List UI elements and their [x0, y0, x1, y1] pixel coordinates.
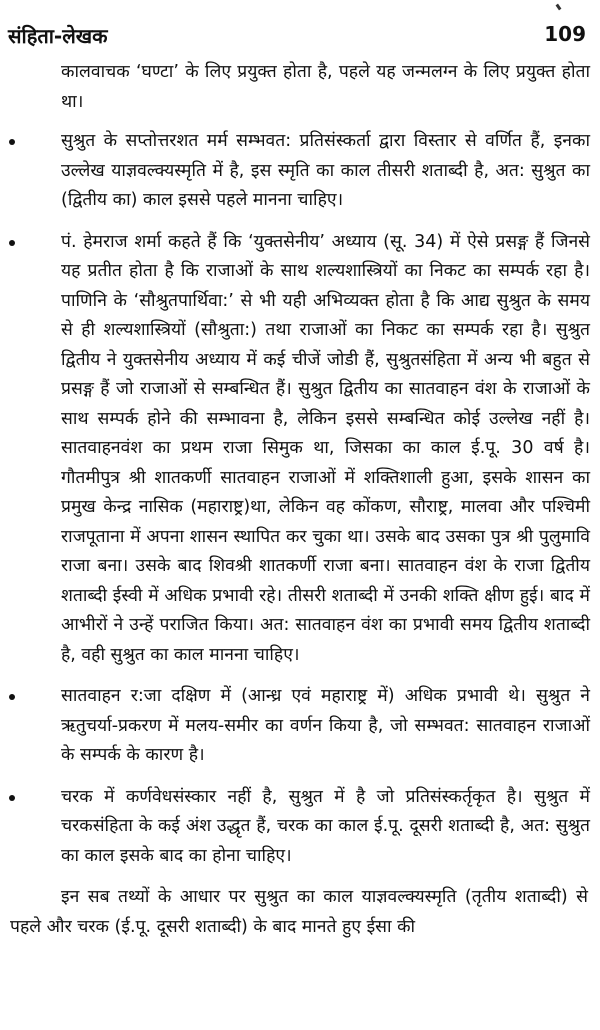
- bullet-item: [61, 682, 590, 771]
- bullet-icon: [9, 795, 15, 801]
- bullet-text: सातवाहन र:जा दक्षिण में (आन्ध्र एवं महाराष्ट्र में) अधिक प्रभावी थे। सुश्रुत ने ऋतुचर्या-प्रकरण में मलय-समीर का वर्णन किया है, जो सम्भवत: सातवाहन राजाओं के सम्पर्क के कारण है।: [61, 686, 590, 765]
- bullet-icon: [9, 240, 15, 246]
- page-header: [0, 0, 600, 56]
- continued-paragraph: कालवाचक ‘घण्टा’ के लिए प्रयुक्त होता है, पहले यह जन्मलग्न के लिए प्रयुक्त होता था।: [61, 62, 590, 112]
- bullet-item: [61, 783, 590, 872]
- bullet-text: सुश्रुत के सप्तोत्तरशत मर्म सम्भवत: प्रतिसंस्कर्ता द्वारा विस्तार से वर्णित हैं, इनका उल्लेख याज्ञवल्क्यस्मृति में है, इस स्मृति का काल तीसरी शताब्दी है, अत: सुश्रुत का (द्वितीय का) काल इससे पहले मानना चाहिए।: [61, 131, 590, 210]
- bullet-text: चरक में कर्णवेधसंस्कार नहीं है, सुश्रुत में है जो प्रतिसंस्कर्तृकृत है। सुश्रुत में चरकसंहिता के कई अंश उद्धृत हैं, चरक का काल ई.पू. दूसरी शताब्दी है, अत: सुश्रुत का काल इसके बाद का होना चाहिए।: [61, 786, 590, 866]
- page-body: [0, 58, 600, 942]
- running-head: संहिता-लेखक: [8, 24, 108, 48]
- scan-mark: [556, 4, 562, 11]
- bullet-icon: [9, 694, 15, 700]
- bullet-item: [61, 127, 590, 216]
- page-number: 109: [544, 22, 586, 46]
- bullet-icon: [9, 139, 15, 145]
- bullet-text: पं. हेमराज शर्मा कहते हैं कि ‘युक्तसेनीय’ अध्याय (सू. 34) में ऐसे प्रसङ्ग हैं जिनसे यह प्रतीत होता है कि राजाओं के साथ शल्यशास्त्रियों का निकट का सम्पर्क रहा है। पाणिनि के ‘सौश्रुतपार्थिवा:’ से भी यही अभिव्यक्त होता है कि आद्य सुश्रुत के समय से ही शल्यशास्त्रियों (सौश्रुता:) तथा राजाओं का निकट का सम्पर्क रहा है। सुश्रुत द्वितीय ने युक्तसेनीय अध्याय में कई चीजें जोडी हैं, सुश्रुतसंहिता में अन्य भी बहुत से प्रसङ्ग हैं जो राजाओं से सम्बन्धित हैं। सुश्रुत द्वितीय का सातवाहन वंश के राजाओं के साथ सम्पर्क होने की सम्भावना है, लेकिन इससे सम्बन्धित कोई उल्लेख नहीं है। सातवाहनवंश का प्रथम राजा सिमुक था, जिसका का काल ई.पू. 30 वर्ष है। गौतमीपुत्र श्री शातकर्णी सातवाहन राजाओं में शक्तिशाली हुआ, इसके शासन का प्रमुख केन्द्र नासिक (महाराष्ट्र)था, लेकिन वह कोंकण, सौराष्ट्र, मालवा और पश्चिमी राजपूताना में अपना शासन स्थापित कर चुका था। उसके बाद उसका पुत्र श्री पुलुमावि राजा बना। उसके बाद शिवश्री शातकर्णी राजा बना। सातवाहन वंश के राजा द्वितीय शताब्दी ईस्वी में अधिक प्रभावी रहे। तीसरी शताब्दी में उनकी शक्ति क्षीण हुई। बाद में आभीरों ने उन्हें पराजित किया। अत: सातवाहन वंश का प्रभावी समय द्वितीय शताब्दी है, वही सुश्रुत का काल मानना चाहिए।: [61, 231, 590, 665]
- closing-paragraph: इन सब तथ्यों के आधार पर सुश्रुत का काल याज्ञवल्क्यस्मृति (तृतीय शताब्दी) से पहले और चरक (ई.पू. दूसरी शताब्दी) के बाद मानते हुए ईसा की: [10, 887, 588, 937]
- bullet-item: [61, 228, 590, 671]
